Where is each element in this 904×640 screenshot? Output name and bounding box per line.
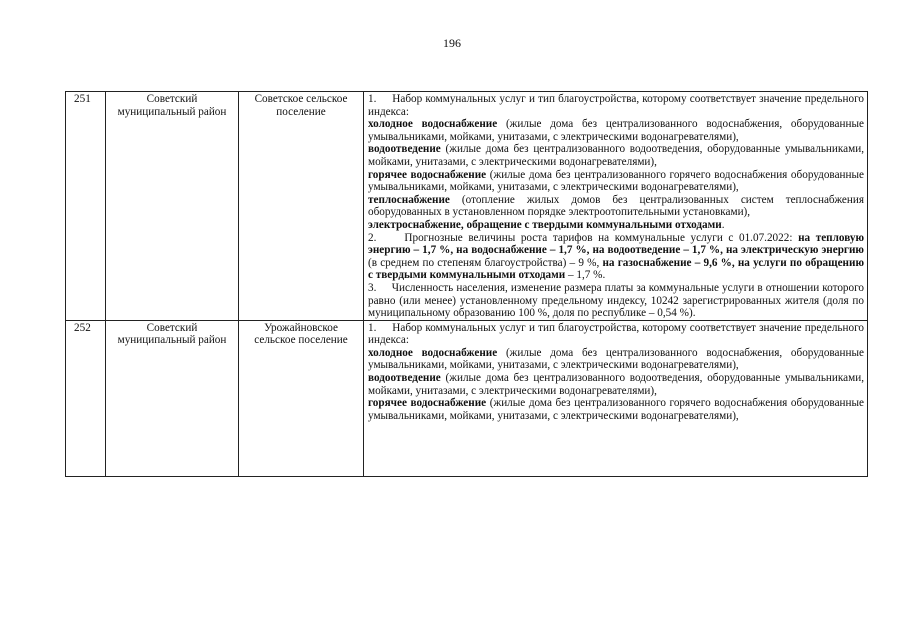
drainage-text: (жилые дома без централизованного водоотведения, оборудованные умывальниками, мойками, унитазами, с электрическими водонагревателями), xyxy=(368,143,864,168)
electricity-item xyxy=(368,219,864,232)
tariff-forecast xyxy=(368,232,864,282)
service-set-heading: 1. Набор коммунальных услуг и тип благоустройства, которому соответствует значение предельного индекса: xyxy=(368,93,864,118)
hot-water-item xyxy=(368,397,864,422)
heating-item xyxy=(368,194,864,219)
description-cell xyxy=(364,92,868,321)
row-number: 252 xyxy=(66,320,106,476)
hot-water-text: (жилые дома без централизованного горячего водоснабжения оборудованные умывальниками, мойками, унитазами, с электрическими водонагревателями), xyxy=(368,397,864,422)
description-clip xyxy=(368,322,864,476)
electricity-end: . xyxy=(721,218,725,231)
hot-water-text: (жилые дома без централизованного горячего водоснабжения оборудованные умывальниками, мойками, унитазами, с электрическими водонагревателями), xyxy=(368,168,864,194)
district-cell: Советский муниципальный район xyxy=(106,320,239,476)
cold-water-text: (жилые дома без централизованного водоснабжения, оборудованные умывальниками, мойками, унитазами, с электрическими водонагревателями), xyxy=(368,346,864,372)
settlement-cell: Урожайновское сельское поселение xyxy=(239,320,364,476)
hot-water-label: горячее водоснабжение xyxy=(368,168,487,181)
table-row xyxy=(66,92,868,321)
service-set-heading: 1. Набор коммунальных услуг и тип благоустройства, которому соответствует значение предельного индекса: xyxy=(368,321,864,347)
hot-water-label: горячее водоснабжение xyxy=(368,397,487,410)
drainage-item xyxy=(368,372,864,397)
district-cell: Советский муниципальный район xyxy=(106,92,239,321)
drainage-label: водоотведение xyxy=(368,143,441,156)
tariff-forecast-text-2: – 1,7 %. xyxy=(565,269,606,282)
electricity-label: электроснабжение, обращение с твердыми коммунальными отходами xyxy=(368,218,722,231)
tariff-table xyxy=(65,91,868,477)
cold-water-label: холодное водоснабжение xyxy=(368,346,498,359)
hot-water-item xyxy=(368,169,864,194)
tariff-forecast-intro: 2. Прогнозные величины роста тарифов на коммунальные услуги с 01.07.2022: xyxy=(368,231,799,244)
row-number: 251 xyxy=(66,92,106,321)
settlement-cell: Советское сельское поселение xyxy=(239,92,364,321)
cold-water-text: (жилые дома без централизованного водоснабжения, оборудованные умывальниками, мойками, унитазами, с электрическими водонагревателями), xyxy=(368,118,864,143)
tariff-forecast-bold-2: на газоснабжение – 9,6 %, на услуги по обращению с твердыми коммунальными отходами xyxy=(368,256,864,282)
drainage-text: (жилые дома без централизованного водоотведения, оборудованные умывальниками, мойками, унитазами, с электрическими водонагревателями), xyxy=(368,372,864,397)
drainage-item xyxy=(368,143,864,168)
population-info: 3. Численность населения, изменение размера платы за коммунальные услуги в отношении которого равно (или менее) установленному предельному индексу, 10242 зарегистрированных жителя (доля по муниципальному образованию 100 %, доля по республике – 0,54 %). xyxy=(368,281,864,320)
drainage-label: водоотведение xyxy=(368,372,441,385)
tariff-forecast-bold-1: на тепловую энергию – 1,7 %, на водоснабжение – 1,7 %, на водоотведение – 1,7 %, на электрическую энергию xyxy=(368,231,865,257)
heating-text: (отопление жилых домов без централизованных систем теплоснабжения оборудованных в установленном порядке электроотопительными установками), xyxy=(368,193,864,219)
description-cell xyxy=(364,320,868,476)
tariff-forecast-text-1: (в среднем по степеням благоустройства) – 9 %, xyxy=(368,256,603,269)
heating-label: теплоснабжение xyxy=(368,193,450,206)
cold-water-item xyxy=(368,118,864,143)
cold-water-item xyxy=(368,347,864,372)
cold-water-label: холодное водоснабжение xyxy=(368,118,498,131)
table-row xyxy=(66,320,868,476)
page-number: 196 xyxy=(443,36,461,50)
